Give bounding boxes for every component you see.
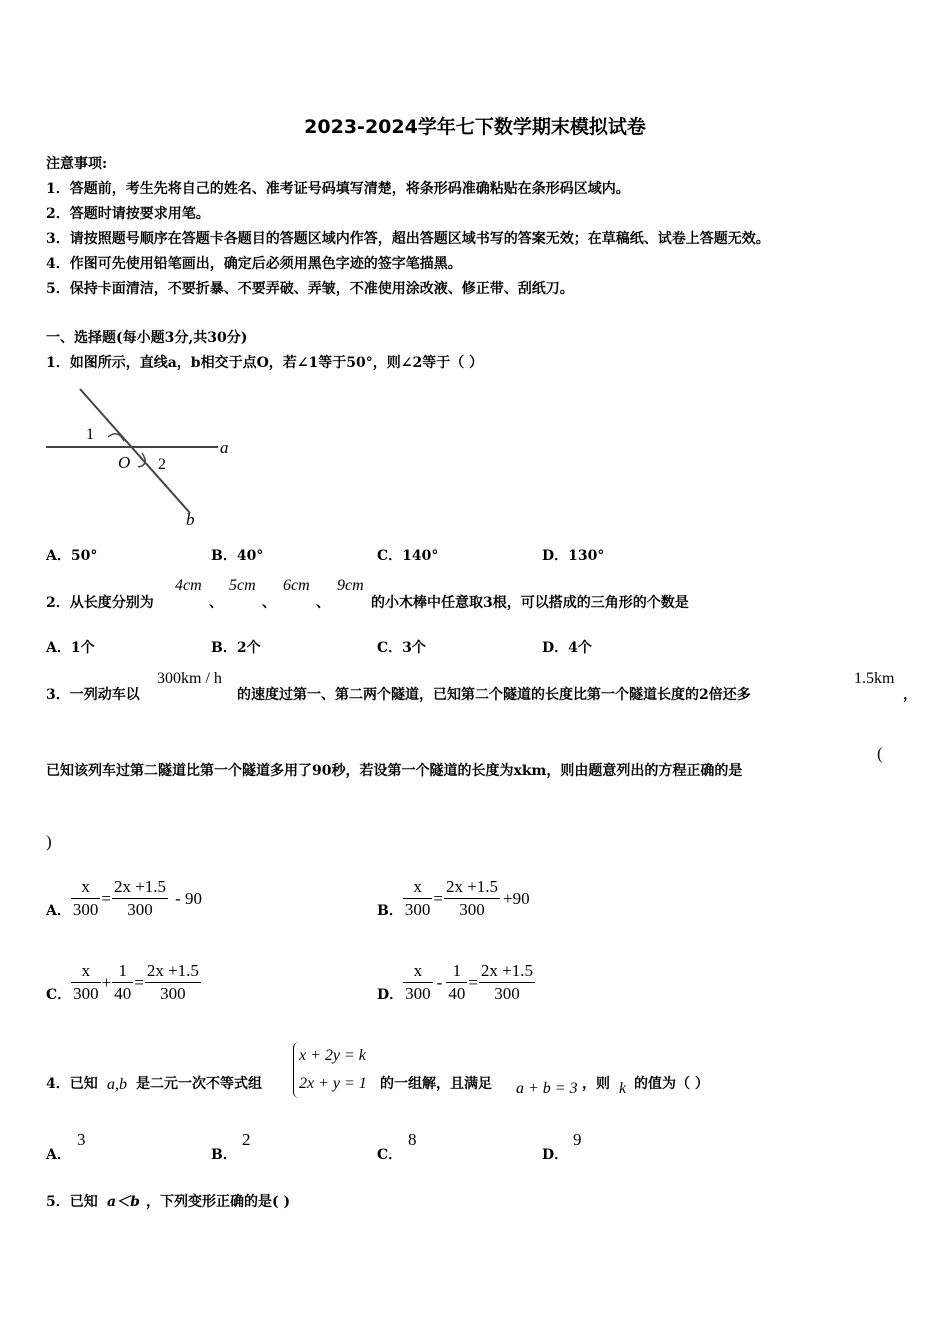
question-3-text-start: 3．一列动车以 bbox=[46, 687, 140, 703]
line-a-label: a bbox=[220, 438, 229, 457]
fraction: $\frac{1}{40}$ bbox=[448, 961, 466, 1003]
angle-2-label: 2 bbox=[158, 456, 166, 473]
paren-open: ( bbox=[877, 744, 883, 763]
q3-option-b[interactable] bbox=[377, 876, 531, 921]
question-4-text-mid2: 的一组解，且满足 bbox=[380, 1076, 492, 1092]
length-value: 9cm bbox=[337, 577, 364, 594]
q3-option-c[interactable] bbox=[46, 960, 201, 1005]
option-label: B． bbox=[377, 902, 403, 919]
q4-option-b-label[interactable]: B． bbox=[211, 1147, 237, 1163]
q4-option-d-value[interactable]: 9 bbox=[573, 1130, 582, 1149]
separator: 、 bbox=[209, 595, 223, 611]
point-o-label: O bbox=[118, 453, 131, 472]
fraction: $\frac{x}{300}$ bbox=[73, 961, 99, 1003]
q4-option-a-value[interactable]: 3 bbox=[77, 1130, 86, 1149]
option-label: C． bbox=[46, 986, 72, 1003]
option-label: A． bbox=[46, 902, 71, 919]
fraction: $\frac{x}{300}$ bbox=[405, 961, 431, 1003]
question-4-text-mid: 是二元一次不等式组 bbox=[136, 1076, 262, 1092]
q3-option-a[interactable] bbox=[46, 876, 203, 921]
equation-system bbox=[293, 1042, 367, 1098]
separator: 、 bbox=[316, 595, 330, 611]
note-item: 2．答题时请按要求用笔。 bbox=[46, 206, 210, 222]
equals-sign: = bbox=[433, 888, 443, 908]
q4-option-b-value[interactable]: 2 bbox=[242, 1130, 251, 1149]
question-2-text-start: 2．从长度分别为 bbox=[46, 595, 154, 611]
line-b bbox=[80, 389, 190, 513]
option-label: D． bbox=[377, 986, 404, 1003]
fraction: $\frac{2x +1.5}{300}$ bbox=[445, 877, 499, 919]
fraction: $\frac{1}{40}$ bbox=[114, 961, 132, 1003]
page-title: 2023-2024学年七下数学期末模拟试卷 bbox=[304, 116, 646, 138]
length-value: 5cm bbox=[229, 577, 256, 594]
minus-sign: - bbox=[436, 972, 443, 992]
question-2-text-end: 的小木棒中任意取3根，可以搭成的三角形的个数是 bbox=[371, 595, 689, 611]
tail-term: +90 bbox=[503, 888, 530, 908]
q2-option-d[interactable]: D．4个 bbox=[542, 640, 592, 656]
q4-option-a-label[interactable]: A． bbox=[46, 1147, 71, 1163]
condition-expression: a + b = 3 bbox=[516, 1080, 578, 1097]
fraction: $\frac{x}{300}$ bbox=[72, 877, 99, 919]
notes-heading: 注意事项: bbox=[46, 156, 108, 172]
fraction: $\frac{x}{300}$ bbox=[404, 877, 431, 919]
equals-sign: = bbox=[468, 972, 478, 992]
line-b-label: b bbox=[186, 510, 195, 529]
q4-option-c-label[interactable]: C． bbox=[377, 1147, 403, 1163]
note-item: 5．保持卡面清洁，不要折暴、不要弄破、弄皱，不准使用涂改液、修正带、刮纸刀。 bbox=[46, 281, 574, 297]
extra-length-value: 1.5km bbox=[854, 670, 895, 687]
section-heading: 一、选择题(每小题3分,共30分) bbox=[46, 330, 248, 346]
q2-option-c[interactable]: C．3个 bbox=[377, 640, 426, 656]
q2-option-a[interactable]: A．1个 bbox=[46, 640, 95, 656]
length-value: 6cm bbox=[283, 577, 310, 594]
comma: ， bbox=[903, 687, 917, 703]
question-3-line2: 已知该列车过第二隧道比第一个隧道多用了90秒，若设第一个隧道的长度为xkm，则由题意列出的方程正确的是 bbox=[46, 763, 743, 779]
equation-2: 2x + y = 1 bbox=[299, 1075, 367, 1092]
question-1-text: 1．如图所示，直线a，b相交于点O，若∠1等于50°，则∠2等于（ ） bbox=[46, 355, 484, 371]
note-item: 4．作图可先使用铅笔画出，确定后必须用黑色字迹的签字笔描黑。 bbox=[46, 256, 462, 272]
paren-close: ) bbox=[46, 832, 52, 851]
question-4-text-mid3: ，则 bbox=[582, 1076, 610, 1092]
question-5-text-end: ，下列变形正确的是( ) bbox=[146, 1194, 291, 1210]
length-value: 4cm bbox=[175, 577, 202, 594]
angle-1-label: 1 bbox=[86, 426, 94, 443]
variable-k: k bbox=[619, 1080, 627, 1097]
note-item: 3．请按照题号顺序在答题卡各题目的答题区域内作答，超出答题区域书写的答案无效；在草稿纸、试卷上答题无效。 bbox=[46, 231, 770, 247]
separator: 、 bbox=[262, 595, 276, 611]
variables-ab: a,b bbox=[107, 1076, 127, 1093]
question-3-text-mid: 的速度过第一、第二两个隧道，已知第二个隧道的长度比第一个隧道长度的2倍还多 bbox=[237, 687, 751, 703]
q1-option-b[interactable]: B．40° bbox=[211, 548, 264, 564]
fraction: $\frac{2x +1.5}{300}$ bbox=[480, 961, 533, 1003]
equals-sign: = bbox=[134, 972, 144, 992]
fraction: $\frac{2x +1.5}{300}$ bbox=[146, 961, 199, 1003]
question-5-text-start: 5．已知 bbox=[46, 1194, 98, 1210]
fraction: $\frac{2x +1.5}{300}$ bbox=[113, 877, 167, 919]
q1-option-c[interactable]: C．140° bbox=[377, 548, 439, 564]
q2-option-b[interactable]: B．2个 bbox=[211, 640, 261, 656]
q3-option-d[interactable] bbox=[377, 960, 535, 1005]
q1-option-a[interactable]: A．50° bbox=[46, 548, 98, 564]
plus-sign: + bbox=[101, 972, 112, 992]
equation-1: x + 2y = k bbox=[299, 1047, 366, 1064]
inequality: a＜b bbox=[107, 1194, 140, 1210]
q1-option-d[interactable]: D．130° bbox=[542, 548, 605, 564]
question-4-text-start: 4．已知 bbox=[46, 1076, 98, 1092]
speed-value: 300km / h bbox=[157, 670, 222, 687]
equals-sign: = bbox=[101, 888, 111, 908]
question-4-text-end: 的值为（ ） bbox=[634, 1076, 709, 1092]
q4-option-c-value[interactable]: 8 bbox=[408, 1130, 417, 1149]
note-item: 1．答题前，考生先将自己的姓名、准考证号码填写清楚，将条形码准确粘贴在条形码区域内。 bbox=[46, 181, 630, 197]
q4-option-d-label[interactable]: D． bbox=[542, 1147, 569, 1163]
tail-term: - 90 bbox=[175, 888, 202, 908]
q1-figure bbox=[40, 385, 240, 530]
